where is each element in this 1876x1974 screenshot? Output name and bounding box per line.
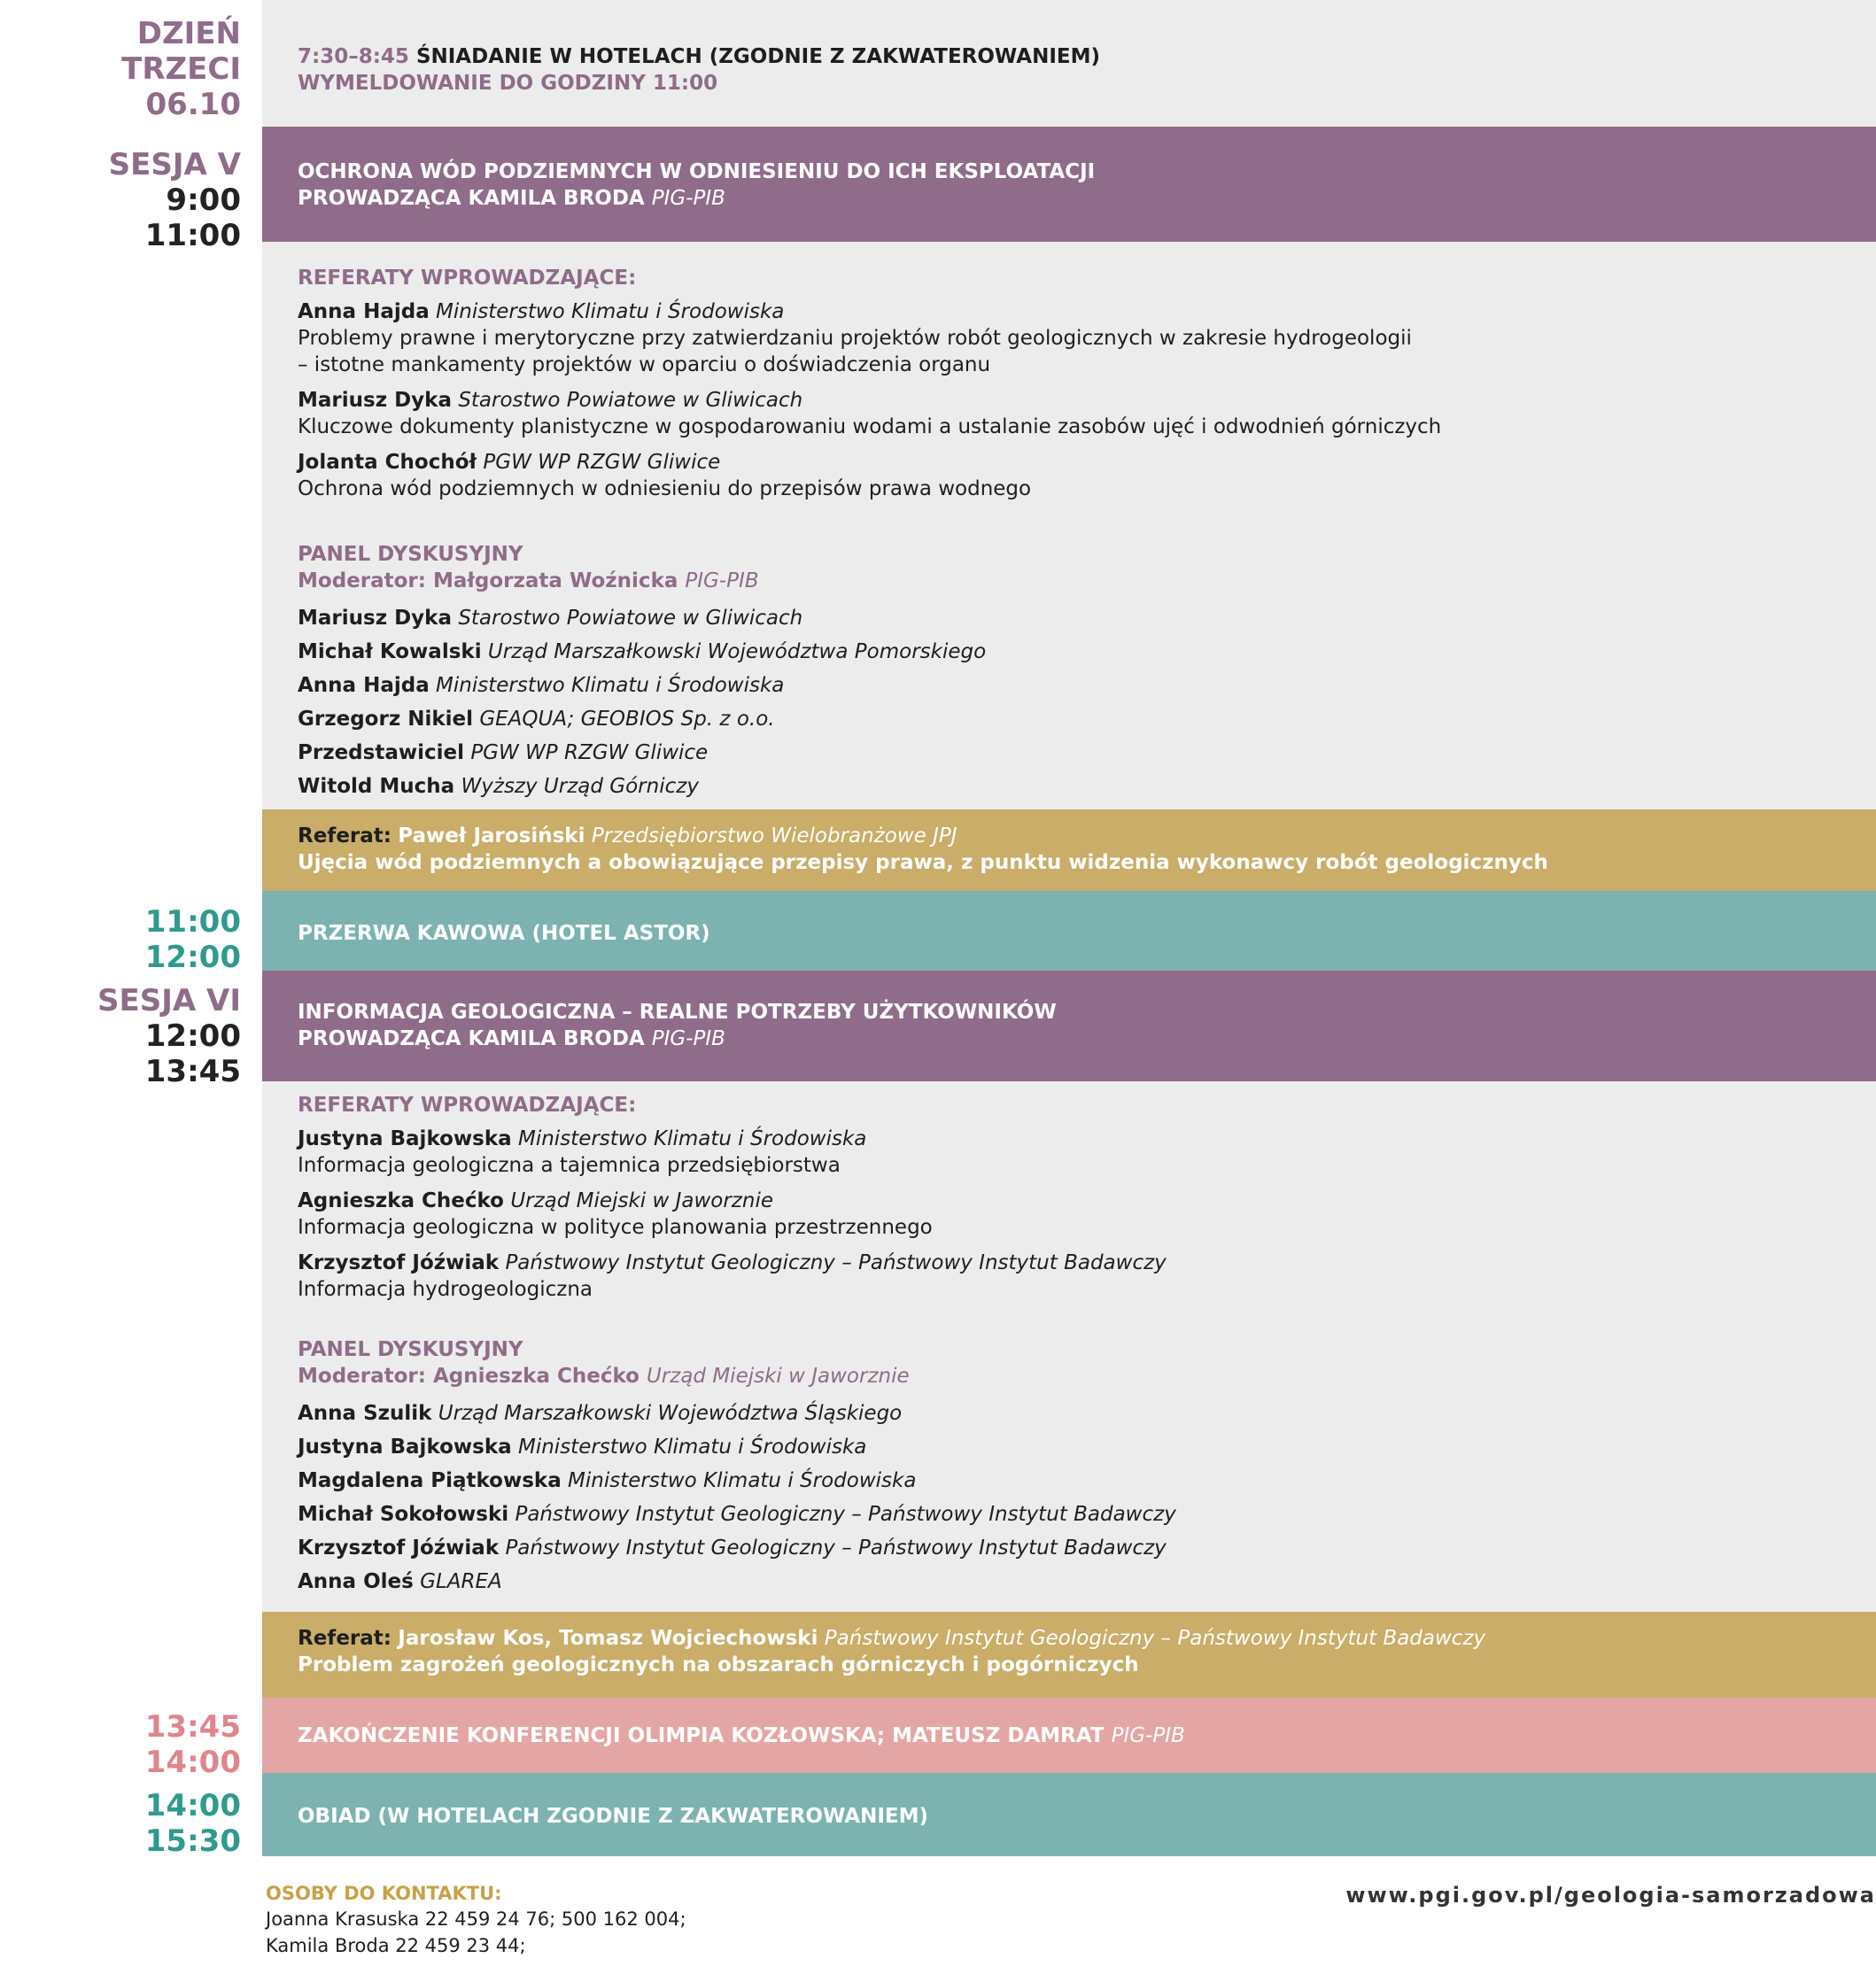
session5-title: OCHRONA WÓD PODZIEMNYCH W ODNIESIENIU DO ICH EKSPLOATACJI (298, 160, 1096, 183)
breakfast-title: ŚNIADANIE W HOTELACH (ZGODNIE Z ZAKWATEROWANIEM) (415, 45, 1100, 68)
day-line-1: DZIEŃ (136, 16, 241, 51)
talk-item (298, 298, 1876, 325)
panelist-name: Anna Hajda (298, 674, 430, 697)
session5-body (262, 242, 1876, 809)
speaker-name: Anna Hajda (298, 300, 430, 323)
talk-topic: Problemy prawne i merytoryczne przy zatwierdzaniu projektów robót geologicznych w zakresie hydrogeologii (298, 327, 1412, 350)
session6-moderator: Moderator: Agnieszka Chećko (298, 1365, 640, 1388)
talk-item (298, 1250, 1876, 1276)
session6-intro-heading: REFERATY WPROWADZAJĄCE: (298, 1094, 637, 1117)
session6-referat (262, 1612, 1876, 1698)
panelist-name: Przedstawiciel (298, 741, 464, 764)
panelist-org: Ministerstwo Klimatu i Środowiska (518, 1436, 867, 1459)
day-date: 06.10 (145, 87, 241, 122)
panelist-item (298, 770, 1876, 803)
panelist-item (298, 1464, 1876, 1498)
lunch-title: OBIAD (W HOTELACH ZGODNIE Z ZAKWATEROWANIEM) (298, 1805, 929, 1828)
referat-org: Przedsiębiorstwo Wielobranżowe JPJ (591, 824, 957, 848)
coffee-title: PRZERWA KAWOWA (HOTEL ASTOR) (298, 922, 710, 945)
panelist-org: Urząd Marszałkowski Województwa Śląskiego (438, 1402, 903, 1425)
referat-topic: Ujęcia wód podziemnych a obowiązujące przepisy prawa, z punktu widzenia wykonawcy robót geologicznych (298, 851, 1548, 874)
session5-start: 9:00 (166, 182, 241, 218)
breakfast-time: 7:30–8:45 (298, 45, 409, 68)
panelist-item (298, 702, 1876, 736)
panelist-name: Anna Szulik (298, 1402, 432, 1425)
talk-topic: Kluczowe dokumenty planistyczne w gospodarowaniu wodami a ustalanie zasobów ujęć i odwodnień górniczych (298, 415, 1442, 438)
lunch-end: 15:30 (144, 1823, 241, 1859)
talk-item (298, 387, 1876, 414)
checkout-note: WYMELDOWANIE DO GODZINY 11:00 (298, 72, 718, 95)
closing-org: PIG-PIB (1111, 1724, 1185, 1747)
talk-topic: Informacja geologiczna w polityce planowania przestrzennego (298, 1216, 933, 1239)
session6-panel-heading: PANEL DYSKUSYJNY (298, 1338, 523, 1361)
referat-org: Państwowy Instytut Geologiczny – Państwowy Instytut Badawczy (824, 1627, 1486, 1650)
session6-host-org: PIG-PIB (651, 1027, 725, 1050)
session6-body (262, 1081, 1876, 1612)
panelist-org: Starostwo Powiatowe w Gliwicach (458, 607, 803, 630)
session5-times (0, 147, 241, 253)
contact-line: Joanna Krasuska 22 459 24 76; 500 162 004; (266, 1908, 686, 1930)
closing-title: ZAKOŃCZENIE KONFERENCJI OLIMPIA KOZŁOWSKA; MATEUSZ DAMRAT (298, 1724, 1105, 1747)
speaker-name: Agnieszka Chećko (298, 1189, 504, 1212)
lunch-band (262, 1773, 1876, 1856)
session6-end: 13:45 (144, 1054, 241, 1089)
talk-item (298, 1126, 1876, 1152)
talk-item (298, 1188, 1876, 1214)
session5-intro-heading: REFERATY WPROWADZAJĄCE: (298, 267, 637, 290)
panelist-org: PGW WP RZGW Gliwice (470, 741, 709, 764)
panelist-item (298, 1397, 1876, 1430)
session5-host: PROWADZĄCA KAMILA BRODA (298, 187, 645, 210)
panelist-name: Mariusz Dyka (298, 607, 452, 630)
speaker-name: Justyna Bajkowska (298, 1127, 512, 1150)
referat-name: Paweł Jarosiński (398, 824, 585, 848)
panelist-item (298, 635, 1876, 669)
speaker-org: Państwowy Instytut Geologiczny – Państwowy Instytut Badawczy (505, 1251, 1167, 1274)
coffee-band (262, 891, 1876, 971)
session5-referat (262, 809, 1876, 891)
coffee-end: 12:00 (144, 940, 241, 975)
website-link[interactable]: www.pgi.gov.pl/geologia-samorzadowa (1345, 1883, 1876, 1908)
closing-times (0, 1709, 241, 1780)
lunch-start: 14:00 (144, 1788, 241, 1823)
panelist-name: Anna Oleś (298, 1570, 414, 1593)
panelist-name: Justyna Bajkowska (298, 1436, 512, 1459)
session5-label: SESJA V (108, 147, 241, 182)
panelist-item (298, 669, 1876, 702)
panelist-org: GLAREA (420, 1570, 502, 1593)
panelist-name: Michał Sokołowski (298, 1503, 509, 1526)
panelist-item (298, 1565, 1876, 1599)
panelist-item (298, 601, 1876, 635)
referat-topic: Problem zagrożeń geologicznych na obszarach górniczych i pogórniczych (298, 1653, 1139, 1676)
day-line-2: TRZECI (121, 51, 241, 87)
session5-header (262, 127, 1876, 242)
speaker-org: PGW WP RZGW Gliwice (483, 451, 721, 474)
day-label (0, 16, 241, 122)
session6-times (0, 983, 241, 1089)
closing-band (262, 1698, 1876, 1773)
speaker-org: Ministerstwo Klimatu i Środowiska (518, 1127, 867, 1150)
panelist-org: Wyższy Urząd Górniczy (461, 775, 699, 798)
speaker-org: Starostwo Powiatowe w Gliwicach (458, 389, 803, 412)
session5-host-org: PIG-PIB (651, 187, 725, 210)
speaker-name: Krzysztof Jóźwiak (298, 1251, 500, 1274)
panelist-name: Krzysztof Jóźwiak (298, 1537, 500, 1560)
session6-label: SESJA VI (97, 983, 241, 1018)
panelist-org: Państwowy Instytut Geologiczny – Państwowy Instytut Badawczy (515, 1503, 1176, 1526)
panelist-name: Magdalena Piątkowska (298, 1469, 562, 1492)
panelist-name: Grzegorz Nikiel (298, 708, 474, 731)
panelist-org: Ministerstwo Klimatu i Środowiska (436, 674, 785, 697)
speaker-org: Urząd Miejski w Jaworznie (510, 1189, 773, 1212)
session6-host: PROWADZĄCA KAMILA BRODA (298, 1027, 645, 1050)
closing-end: 14:00 (144, 1745, 241, 1780)
session5-end: 11:00 (144, 218, 241, 253)
speaker-name: Mariusz Dyka (298, 389, 452, 412)
lunch-times (0, 1788, 241, 1859)
speaker-name: Jolanta Chochół (298, 451, 477, 474)
closing-start: 13:45 (144, 1709, 241, 1745)
panelist-org: Urząd Marszałkowski Województwa Pomorskiego (487, 640, 987, 663)
talk-topic: Informacja geologiczna a tajemnica przedsiębiorstwa (298, 1154, 841, 1177)
session5-moderator: Moderator: Małgorzata Woźnicka (298, 569, 678, 592)
session6-moderator-org: Urząd Miejski w Jaworznie (646, 1365, 910, 1388)
panelist-item (298, 1498, 1876, 1531)
panelist-name: Michał Kowalski (298, 640, 482, 663)
referat-label: Referat: (298, 1627, 391, 1650)
talk-item (298, 449, 1876, 476)
contact-line: Kamila Broda 22 459 23 44; (266, 1935, 526, 1956)
talk-topic: Informacja hydrogeologiczna (298, 1278, 593, 1301)
contact-heading: OSOBY DO KONTAKTU: (266, 1883, 502, 1904)
breakfast-band (262, 0, 1876, 127)
panelist-org: GEAQUA; GEOBIOS Sp. z o.o. (479, 708, 775, 731)
coffee-start: 11:00 (144, 904, 241, 940)
session5-panel-heading: PANEL DYSKUSYJNY (298, 543, 523, 566)
contact-block (266, 1881, 686, 1959)
session6-start: 12:00 (144, 1018, 241, 1054)
panelist-org: Ministerstwo Klimatu i Środowiska (568, 1469, 917, 1492)
panelist-item (298, 1531, 1876, 1565)
talk-topic: – istotne mankamenty projektów w oparciu o doświadczenia organu (298, 353, 991, 376)
panelist-item (298, 736, 1876, 770)
panelist-name: Witold Mucha (298, 775, 455, 798)
referat-name: Jarosław Kos, Tomasz Wojciechowski (398, 1627, 818, 1650)
coffee-times (0, 904, 241, 975)
panelist-org: Państwowy Instytut Geologiczny – Państwowy Instytut Badawczy (505, 1537, 1167, 1560)
talk-topic: Ochrona wód podziemnych w odniesieniu do przepisów prawa wodnego (298, 477, 1032, 500)
referat-label: Referat: (298, 824, 391, 848)
session6-header (262, 971, 1876, 1081)
speaker-org: Ministerstwo Klimatu i Środowiska (436, 300, 785, 323)
session6-title: INFORMACJA GEOLOGICZNA – REALNE POTRZEBY UŻYTKOWNIKÓW (298, 1001, 1057, 1024)
panelist-item (298, 1430, 1876, 1464)
session5-moderator-org: PIG-PIB (685, 569, 759, 592)
